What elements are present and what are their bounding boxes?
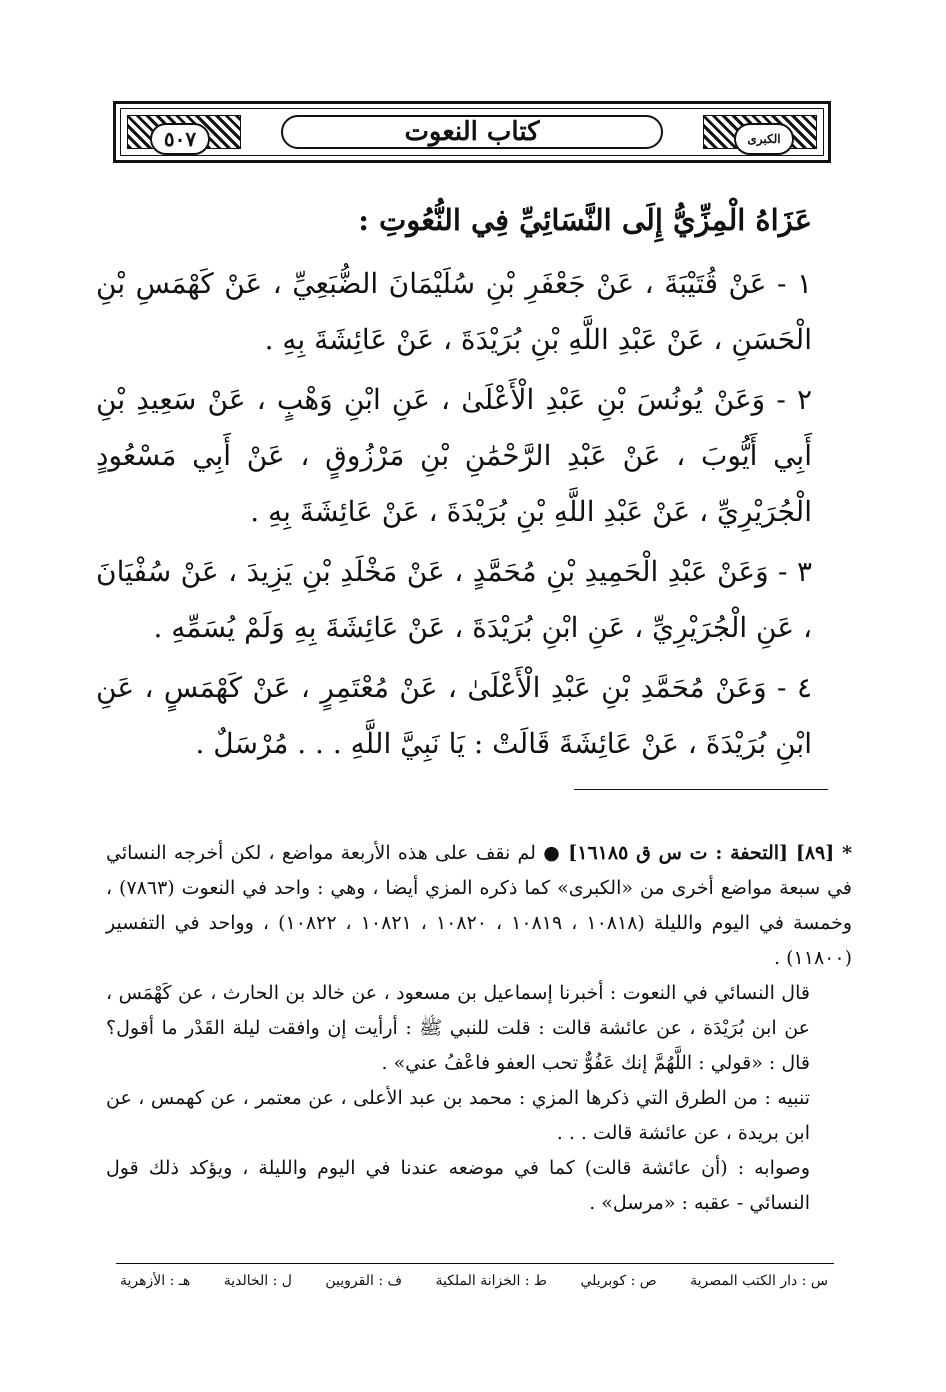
legend-item: ف : القرويين [325,1273,403,1289]
footnote-text: ● لم نقف على هذه الأربعة مواضع ، لكن أخرجه النسائي في سبعة مواضع أخرى من «الكبرى» كما ذكره المزي أيضا ، وهي : واحد في النعوت (٧٨٦٣) ، وخمسة في اليوم والليلة (١٠٨١٨ ، ١٠٨١٩ ، ١٠٨٢٠ ، ١٠٨٢١ ، ١٠٨٢٢) ، وواحد في التفسير (١١٨٠٠) . [106,842,853,969]
legend-item: ص : كوبريلي [580,1273,657,1289]
footnote-reference: * [٨٩] [التحفة : ت س ق ١٦١٨٥] [568,842,853,864]
header-ornament-left [127,115,241,149]
footnotes [106,836,852,1221]
book-emblem: الكبرى [734,123,794,155]
running-header [113,101,831,163]
footnote-paragraph: قال النسائي في النعوت : أخبرنا إسماعيل بن مسعود ، عن خالد بن الحارث ، عن كَهْمَس ، عن ابن بُرَيْدَة ، عن عائشة قالت : قلت للنبي ﷺ : أرأيت إن وافقت ليلة القَدْر ما أقول؟ قال : «قولي : اللَّهُمَّ إنك عَفُوٌّ تحب العفو فاعْفُ عني» . [106,982,810,1074]
book-title: كتاب النعوت [281,115,663,149]
legend-item: ط : الخزانة الملكية [435,1273,548,1289]
header-ornament-right [703,115,817,149]
header-frame [120,108,824,156]
chain-item-2: ٢ - وَعَنْ يُونُسَ بْنِ عَبْدِ الْأَعْلَىٰ ، عَنِ ابْنِ وَهْبٍ ، عَنْ سَعِيدِ بْنِ أَبِي أَيُّوبَ ، عَنْ عَبْدِ الرَّحْمَٰنِ بْنِ مَرْزُوقٍ ، عَنْ أَبِي مَسْعُودٍ الْجُرَيْرِيِّ ، عَنْ عَبْدِ اللَّهِ بْنِ بُرَيْدَةَ ، عَنْ عَائِشَةَ بِهِ . [96,383,812,528]
legend-separator [116,1263,834,1264]
main-text [96,198,812,776]
manuscript-legend [120,1273,828,1289]
footnote-first-paragraph [106,836,852,976]
section-heading: عَزَاهُ الْمِزِّيُّ إِلَى النَّسَائِيِّ فِي النُّعُوتِ : [358,203,812,237]
chain-item-3: ٣ - وَعَنْ عَبْدِ الْحَمِيدِ بْنِ مُحَمَّدٍ ، عَنْ مَخْلَدِ بْنِ يَزِيدَ ، عَنْ سُفْيَانَ ، عَنِ الْجُرَيْرِيِّ ، عَنِ ابْنِ بُرَيْدَةَ ، عَنْ عَائِشَةَ بِهِ وَلَمْ يُسَمِّهِ . [96,555,812,644]
footnote-separator [574,789,828,790]
chain-item-4: ٤ - وَعَنْ مُحَمَّدِ بْنِ عَبْدِ الْأَعْلَىٰ ، عَنْ مُعْتَمِرٍ ، عَنْ كَهْمَسٍ ، عَنِ ابْنِ بُرَيْدَةَ ، عَنْ عَائِشَةَ قَالَتْ : يَا نَبِيَّ اللَّهِ . . . مُرْسَلٌ . [96,671,812,760]
page-number: ٥٠٧ [150,123,210,155]
footnote-paragraph: تنبيه : من الطرق التي ذكرها المزي : محمد بن عبد الأعلى ، عن معتمر ، عن كهمس ، عن ابن بريدة ، عن عائشة قالت . . . [106,1087,810,1144]
legend-item: هـ : الأزهرية [120,1273,191,1289]
legend-item: س : دار الكتب المصرية [690,1273,828,1289]
chain-item-1: ١ - عَنْ قُتَيْبَةَ ، عَنْ جَعْفَرِ بْنِ سُلَيْمَانَ الضُّبَعِيِّ ، عَنْ كَهْمَسِ بْنِ الْحَسَنِ ، عَنْ عَبْدِ اللَّهِ بْنِ بُرَيْدَةَ ، عَنْ عَائِشَةَ بِهِ . [96,267,812,356]
footnote-paragraph: وصوابه : (أن عائشة قالت) كما في موضعه عندنا في اليوم والليلة ، ويؤكد ذلك قول النسائي - عقبه : «مرسل» . [106,1157,810,1214]
legend-item: ل : الخالدية [223,1273,292,1289]
